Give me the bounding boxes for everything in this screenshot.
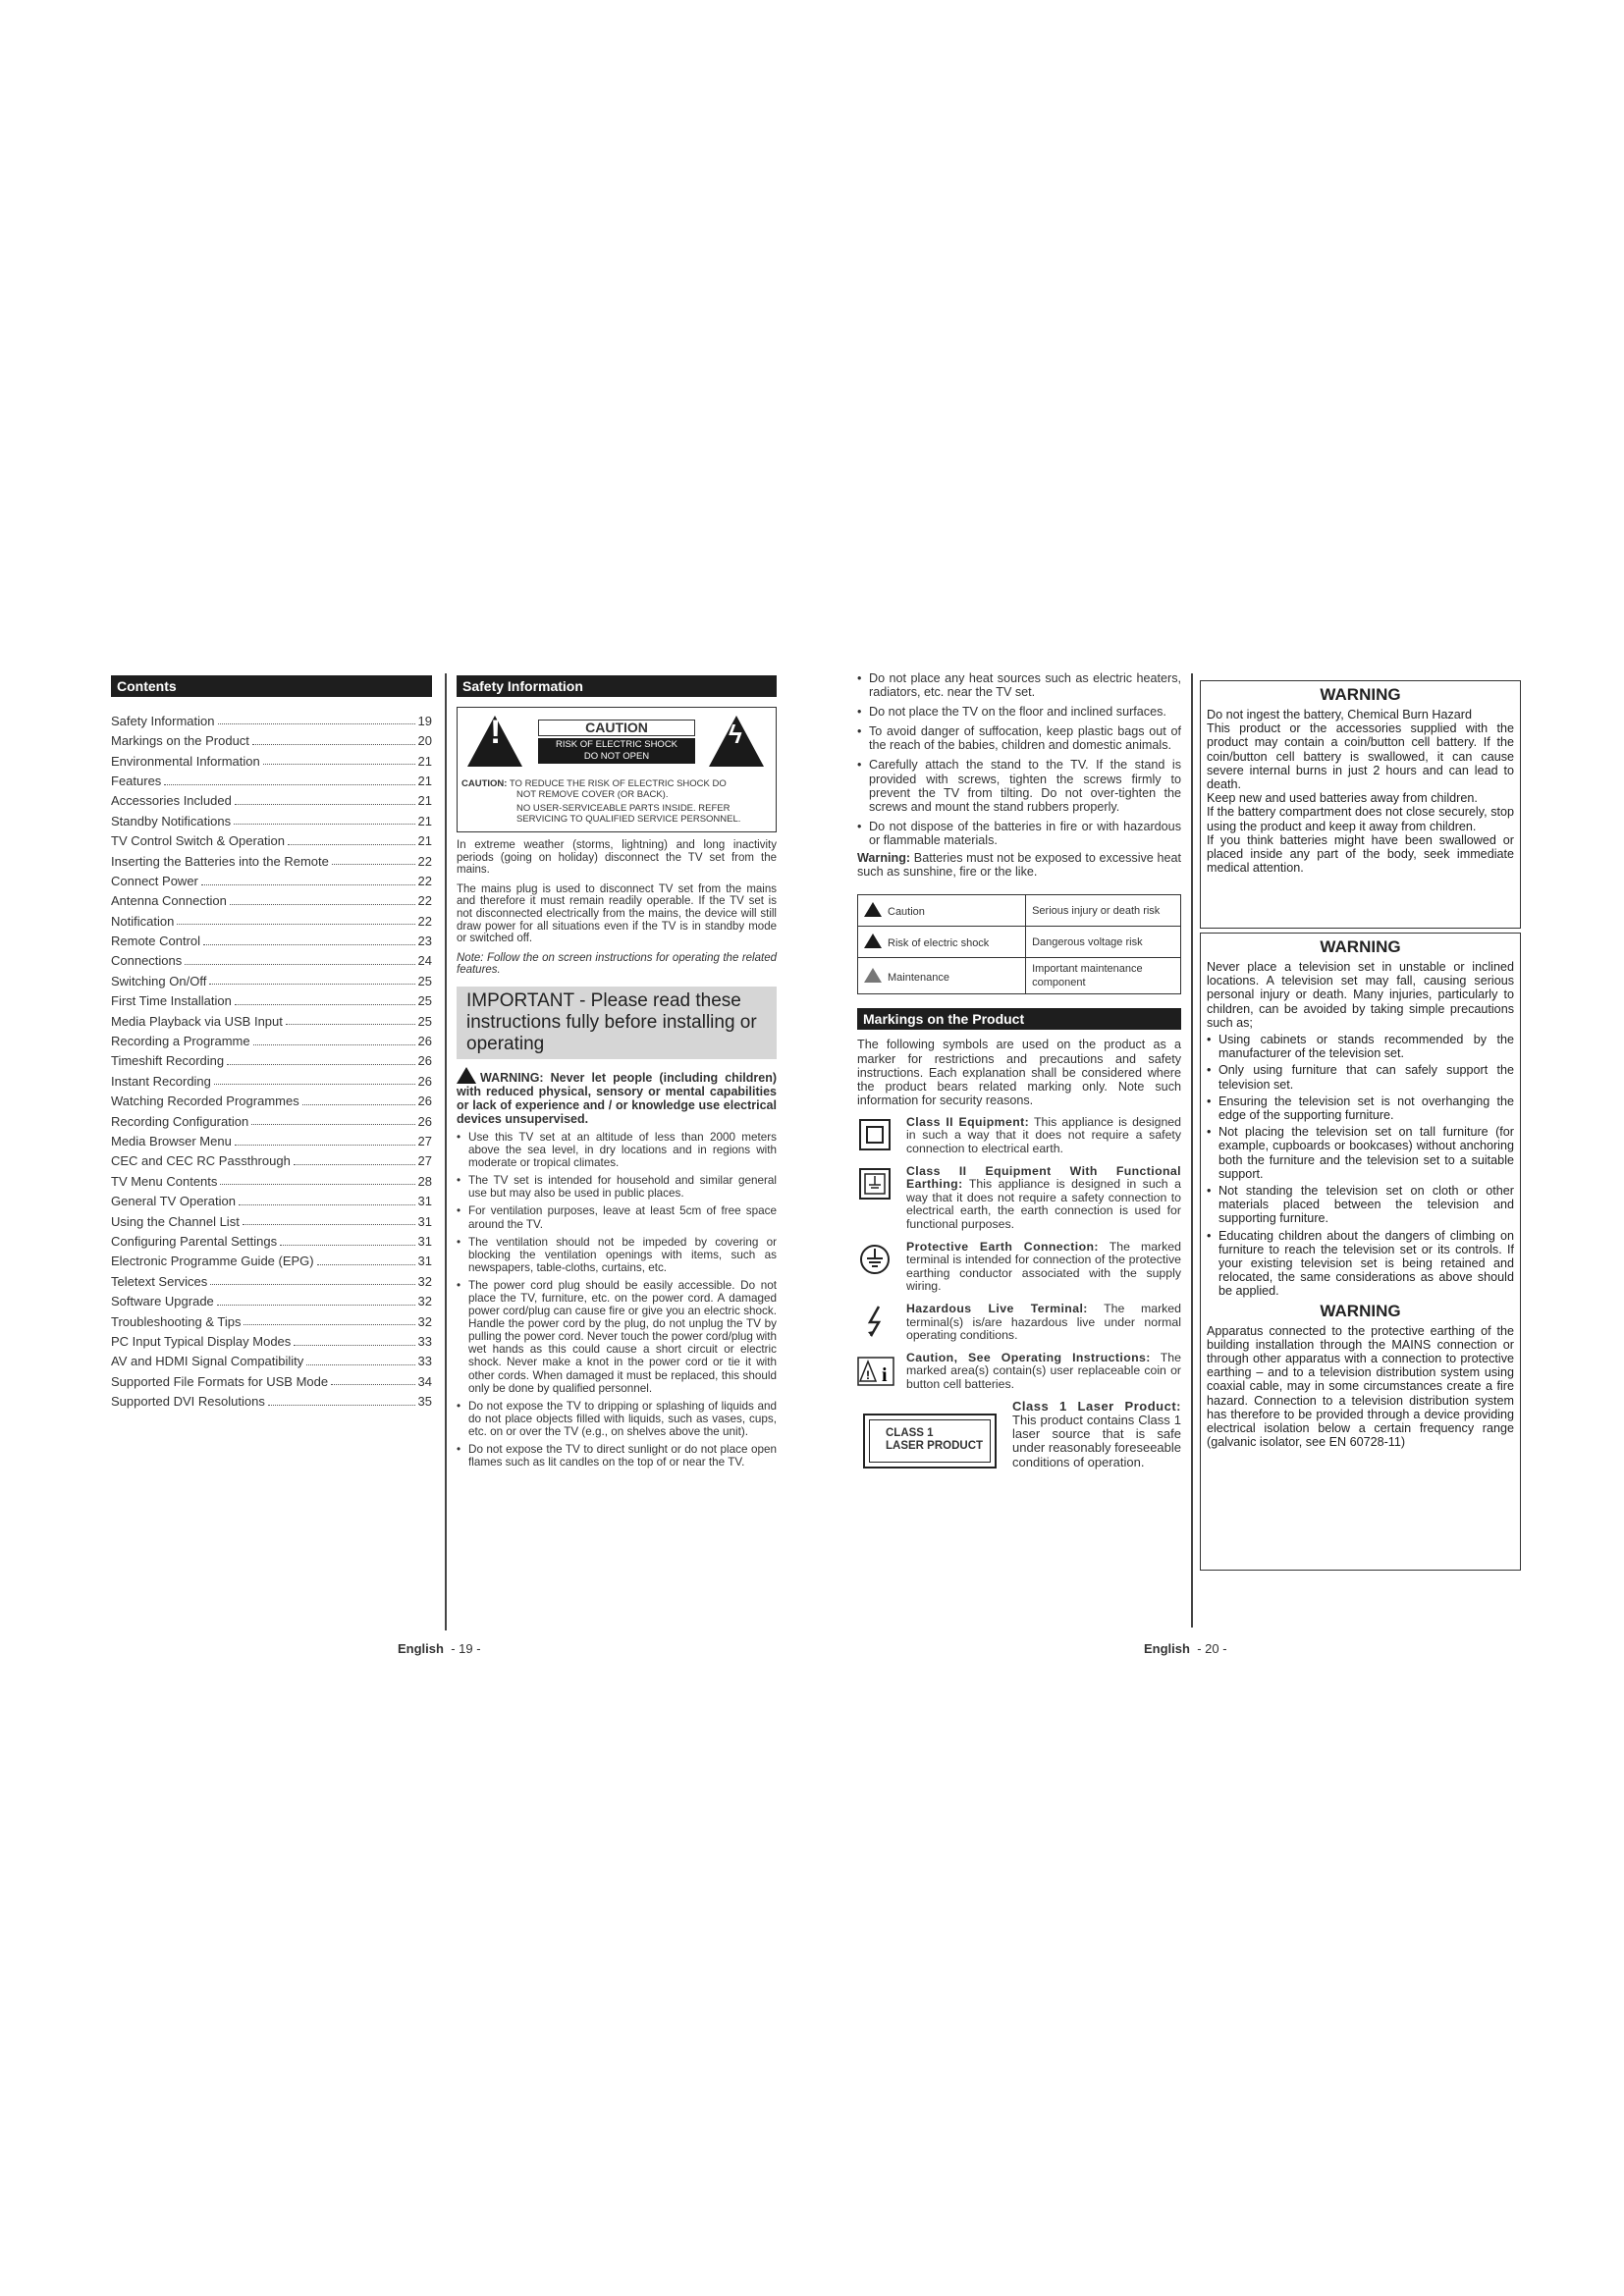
toc-leader (243, 1224, 415, 1225)
toc-entry-title: Standby Notifications (111, 813, 232, 828)
toc-leader (230, 904, 415, 905)
safety-bullet: • Do not expose the TV to direct sunlight or do not place open flames such as lit candles on the top of or near the TV. (457, 1443, 777, 1468)
toc-entry-page: 35 (417, 1394, 432, 1410)
toc-entry-page: 26 (417, 1113, 432, 1129)
toc-leader (280, 1245, 414, 1246)
toc-entry-page: 22 (417, 873, 432, 888)
toc-entry-title: Supported DVI Resolutions (111, 1394, 265, 1410)
toc-entry[interactable] (111, 1069, 432, 1089)
toc-entry-page: 31 (417, 1213, 432, 1229)
toc-leader (332, 864, 415, 865)
safety-heading: Safety Information (457, 675, 777, 697)
safety-bullet: • Do not place any heat sources such as electric heaters, radiators, etc. near the TV set. (857, 671, 1181, 699)
toc-leader (164, 784, 414, 785)
footer-language: English (1144, 1641, 1190, 1656)
toc-entry-title: Safety Information (111, 713, 215, 728)
laser-description: This product contains Class 1 laser source that is safe under reasonably foreseeable conditions of operation. (1012, 1412, 1182, 1469)
caution-line-1: TO REDUCE THE RISK OF ELECTRIC SHOCK DO (509, 778, 727, 789)
contents-heading: Contents (111, 675, 432, 697)
toc-entry-page: 24 (417, 953, 432, 969)
divider-right (1191, 673, 1193, 1628)
toc-leader (331, 1384, 414, 1385)
toc-entry-title: Media Browser Menu (111, 1134, 232, 1148)
weather-paragraph: In extreme weather (storms, lightning) and long inactivity periods (going on holiday) disconnect the TV set from the mains. (457, 839, 777, 877)
warning-paragraph (457, 1067, 777, 1126)
warning-box-battery (1200, 680, 1521, 929)
symbol-entry (857, 1303, 1181, 1343)
warning-line: If the battery compartment does not close securely, stop using the product and keep it away from children. (1207, 805, 1514, 833)
markings-heading: Markings on the Product (857, 1008, 1181, 1030)
toc-entry[interactable] (111, 909, 432, 929)
warning-box-title: WARNING (1320, 685, 1401, 704)
symbol-title: Class II Equipment With Functional Earthing: (906, 1163, 1181, 1192)
right-bullets (857, 671, 1181, 847)
laser-label (863, 1414, 997, 1468)
toc-leader (252, 744, 415, 745)
shock-triangle-icon (864, 937, 888, 949)
symbol-meaning: Important maintenance component (1026, 958, 1181, 994)
toc-leader (235, 804, 415, 805)
toc-entry[interactable] (111, 929, 432, 948)
symbol-title: Protective Earth Connection: (906, 1239, 1099, 1254)
caution-title: CAUTION (538, 720, 695, 736)
laser-text (1012, 1400, 1181, 1469)
caution-line-2: NOT REMOVE COVER (OR BACK). (516, 789, 669, 800)
toc-entry[interactable] (111, 1389, 432, 1409)
toc-entry-page: 22 (417, 913, 432, 929)
toc-entry-page: 21 (417, 753, 432, 769)
warning-line: Do not ingest the battery, Chemical Burn Hazard (1207, 708, 1472, 721)
toc-leader (214, 1084, 415, 1085)
toc-leader (220, 1184, 414, 1185)
symbol-title: Class II Equipment: (906, 1114, 1030, 1129)
toc-entry-page: 22 (417, 893, 432, 909)
symbol-name: Risk of electric shock (888, 937, 990, 950)
laser-title: Class 1 Laser Product: (1012, 1398, 1181, 1414)
toc-leader (217, 1305, 415, 1306)
footer-page-number: - 20 - (1197, 1641, 1227, 1656)
symbol-entry (857, 1165, 1181, 1232)
toc-entry-page: 32 (417, 1313, 432, 1329)
footer-page-number: - 19 - (451, 1641, 481, 1656)
toc-leader (235, 1004, 415, 1005)
toc-entry[interactable] (111, 849, 432, 869)
toc-entry-page: 21 (417, 833, 432, 849)
toc-leader (218, 723, 415, 724)
right-column-1 (857, 671, 1181, 1508)
toc-entry[interactable] (111, 869, 432, 888)
toc-leader (244, 1324, 414, 1325)
toc-leader (235, 1145, 415, 1146)
toc-entry-title: Connect Power (111, 873, 198, 888)
caution-label: CAUTION: (461, 778, 508, 789)
safety-bullet: • The TV set is intended for household and similar general use but may also be used in public places. (457, 1174, 777, 1200)
caution-text (461, 778, 772, 825)
toc-entry-title: Instant Recording (111, 1073, 211, 1089)
battery-warning (857, 851, 1181, 879)
toc-entry-page: 21 (417, 773, 432, 788)
caution-triangle-icon (864, 906, 888, 918)
toc-entry[interactable] (111, 1009, 432, 1029)
toc-entry[interactable] (111, 789, 432, 809)
symbol-title: Hazardous Live Terminal: (906, 1302, 1088, 1315)
laser-label-line-2: LASER PRODUCT (886, 1439, 984, 1452)
toc-entry-page: 31 (417, 1194, 432, 1209)
svg-text:!: ! (866, 1367, 870, 1382)
toc-entry-title: Accessories Included (111, 793, 232, 809)
toc-entry-title: Recording Configuration (111, 1113, 249, 1129)
toc-entry[interactable] (111, 1049, 432, 1069)
toc-entry[interactable] (111, 1289, 432, 1308)
toc-entry[interactable] (111, 709, 432, 728)
toc-leader (286, 1024, 415, 1025)
symbol-title: Caution, See Operating Instructions: (906, 1350, 1151, 1364)
hazardous-live-icon (857, 1305, 894, 1338)
safety-bullet: • For ventilation purposes, leave at least 5cm of free space around the TV. (457, 1204, 777, 1230)
warning-line: Keep new and used batteries away from children. (1207, 791, 1478, 806)
warning-triangle-icon: ! (467, 716, 522, 767)
stability-bullet: • Ensuring the television set is not overhanging the edge of the supporting furniture. (1207, 1095, 1514, 1122)
toc-entry-title: Watching Recorded Programmes (111, 1094, 299, 1109)
toc-entry[interactable] (111, 1269, 432, 1289)
symbol-description: This appliance is designed in such a way that it does not require a safety connection to electrical earth. (906, 1114, 1181, 1156)
toc-entry-title: Environmental Information (111, 753, 260, 769)
toc-entry-page: 34 (417, 1373, 432, 1389)
maintenance-triangle-icon (864, 972, 888, 984)
lightning-triangle-icon: ϟ (709, 716, 764, 767)
toc-leader (263, 764, 415, 765)
toc-entry[interactable] (111, 749, 432, 769)
toc-entry-page: 32 (417, 1273, 432, 1289)
safety-bullet: • Carefully attach the stand to the TV. If the stand is provided with screws, tighten the screws firmly to prevent the TV from tilting. Do not over-tighten the screws and mount the stand rubbers properly. (857, 758, 1181, 813)
toc-entry-title: Teletext Services (111, 1273, 208, 1289)
symbol-entry (857, 1241, 1181, 1294)
toc-leader (201, 884, 415, 885)
safety-bullet: • Do not dispose of the batteries in fire or with hazardous or flammable materials. (857, 820, 1181, 847)
safety-bullet: • The ventilation should not be impeded by covering or blocking the ventilation openings with items, such as newspapers, table-cloths, curtains, etc. (457, 1236, 777, 1274)
toc-entry[interactable] (111, 1129, 432, 1148)
toc-leader (203, 944, 414, 945)
toc-entry-title: Features (111, 773, 162, 788)
symbol-description: This appliance is designed in such a way that it does not require a safety connection to electrical earth, the earth connection is used for functional purposes. (906, 1177, 1181, 1232)
toc-entry[interactable] (111, 1189, 432, 1208)
symbol-table-row (858, 958, 1181, 994)
toc-leader (177, 924, 414, 925)
toc-entry-title: CEC and CEC RC Passthrough (111, 1153, 291, 1169)
safety-bullet: • Use this TV set at an altitude of less than 2000 meters above the sea level, in dry locations and in regions with moderate or tropical climates. (457, 1131, 777, 1169)
toc-entry[interactable] (111, 889, 432, 909)
risk-label (538, 738, 695, 764)
toc-entry[interactable] (111, 1329, 432, 1349)
protective-earth-icon (857, 1243, 894, 1276)
symbol-description: The marked terminal(s) is/are hazardous live under normal operating conditions. (906, 1302, 1181, 1343)
safety-bullet: • The power cord plug should be easily accessible. Do not place the TV, furniture, etc. on the power cord. A damaged power cord/plug can cause fire or give you an electric shock. Handle the power cord by the plug, do not unplug the TV by pulling the power cord. Never touch the power cord/plug with wet hands as this could cause a short circuit or electric shock. Never make a knot in the power cord or tie it with other cords. When damaged it must be replaced, this should only be done by qualified personnel. (457, 1279, 777, 1395)
stability-bullet: • Using cabinets or stands recommended by the manufacturer of the television set. (1207, 1033, 1514, 1060)
risk-line-2: DO NOT OPEN (583, 751, 650, 762)
toc-entry-page: 26 (417, 1053, 432, 1069)
toc-entry-page: 26 (417, 1073, 432, 1089)
stability-intro: Never place a television set in unstable or inclined locations. A television set may fall, causing serious personal injury or death. Many injuries, particularly to children, can be avoided by taking simple precautions such as; (1207, 960, 1514, 1030)
toc-entry[interactable] (111, 1350, 432, 1369)
toc-entry-page: 20 (417, 733, 432, 749)
toc-entry[interactable] (111, 1209, 432, 1229)
toc-entry[interactable] (111, 728, 432, 748)
toc-entry-page: 25 (417, 1013, 432, 1029)
toc-entry[interactable] (111, 809, 432, 828)
toc-entry-page: 27 (417, 1153, 432, 1169)
toc-entry[interactable] (111, 1229, 432, 1249)
divider (445, 673, 447, 1630)
mains-plug-paragraph: The mains plug is used to disconnect TV set from the mains and therefore it must remain readily operable. If the TV set is not disconnected electrically from the mains, the device will still draw power for all situations even if the TV is in standby mode or switched off. (457, 882, 777, 945)
toc-leader (268, 1405, 415, 1406)
symbol-description: The marked area(s) contain(s) user replaceable coin or button cell batteries. (906, 1350, 1181, 1391)
toc-entry[interactable] (111, 1250, 432, 1269)
toc-entry-title: Recording a Programme (111, 1034, 250, 1049)
risk-line-1: RISK OF ELECTRIC SHOCK (555, 739, 678, 750)
toc-entry-page: 21 (417, 793, 432, 809)
toc-entry[interactable] (111, 969, 432, 988)
toc-leader (294, 1164, 415, 1165)
markings-intro: The following symbols are used on the product as a marker for restrictions and precautions and safety instructions. Each explanation shall be considered where the product bears related marking only. Note such information for security reasons. (857, 1038, 1181, 1107)
toc-entry-title: AV and HDMI Signal Compatibility (111, 1354, 304, 1369)
toc-leader (234, 824, 414, 825)
caution-box (457, 707, 777, 832)
toc-entry-page: 19 (417, 713, 432, 728)
toc-entry-page: 25 (417, 993, 432, 1009)
toc-entry-page: 28 (417, 1173, 432, 1189)
warning-box-title: WARNING (1320, 1301, 1401, 1320)
toc-entry[interactable] (111, 988, 432, 1008)
battery-warning-label: Warning: (857, 851, 911, 866)
toc-entry-title: Supported File Formats for USB Mode (111, 1373, 329, 1389)
stability-bullet: • Educating children about the dangers of climbing on furniture to reach the television set or its controls. If your existing television set is being retained and relocated, the same considerations as above should be applied. (1207, 1229, 1514, 1299)
battery-warning-lines (1207, 708, 1514, 875)
caution-line-3: NO USER-SERVICEABLE PARTS INSIDE. REFER (516, 803, 731, 814)
toc-leader (302, 1104, 415, 1105)
symbol-meaning: Dangerous voltage risk (1026, 927, 1181, 958)
footer-right (1144, 1641, 1227, 1656)
toc-entry-page: 23 (417, 934, 432, 949)
toc-leader (251, 1124, 414, 1125)
toc-entry-title: First Time Installation (111, 993, 232, 1009)
stability-bullet: • Not placing the television set on tall furniture (for example, cupboards or bookcases) without anchoring both the furniture and the television set to a suitable support. (1207, 1125, 1514, 1181)
stability-bullet: • Not standing the television set on cloth or other materials placed between the television and supporting furniture. (1207, 1184, 1514, 1226)
toc-entry-title: Media Playback via USB Input (111, 1013, 283, 1029)
toc-entry-page: 33 (417, 1354, 432, 1369)
laser-label-line-1: CLASS 1 (886, 1426, 934, 1439)
toc-entry-title: Electronic Programme Guide (EPG) (111, 1254, 314, 1269)
symbol-entry (857, 1352, 1181, 1392)
warning-box-stability (1200, 933, 1521, 1571)
toc-entry-page: 25 (417, 973, 432, 988)
toc-leader (185, 964, 414, 965)
toc-leader (209, 984, 414, 985)
safety-bullet: • To avoid danger of suffocation, keep plastic bags out of the reach of the babies, children and domestic animals. (857, 724, 1181, 752)
important-banner: IMPORTANT - Please read these instructions fully before installing or operating (457, 987, 777, 1059)
table-of-contents (111, 709, 432, 1410)
stability-bullets (1207, 1033, 1514, 1299)
toc-entry[interactable] (111, 1169, 432, 1189)
toc-entry-title: TV Menu Contents (111, 1173, 218, 1189)
symbol-list (857, 1116, 1181, 1392)
toc-entry[interactable] (111, 1029, 432, 1048)
safety-bullet: • Do not expose the TV to dripping or splashing of liquids and do not place objects filled with liquids, such as vases, cups, etc. on or over the TV (e.g., on shelves above the unit). (457, 1400, 777, 1438)
toc-entry[interactable] (111, 769, 432, 788)
toc-entry-title: Antenna Connection (111, 893, 227, 909)
toc-entry[interactable] (111, 828, 432, 848)
toc-leader (227, 1064, 414, 1065)
toc-leader (306, 1364, 414, 1365)
toc-entry-title: Software Upgrade (111, 1294, 214, 1309)
toc-entry-page: 31 (417, 1233, 432, 1249)
laser-row (857, 1400, 1181, 1508)
toc-leader (253, 1044, 415, 1045)
earthing-text: Apparatus connected to the protective earthing of the building installation through the MAINS connection or through other apparatus with a connection to protective earthing – and to a television distribution system using coaxial cable, may in some circumstances create a fire hazard. Connection to a television distribution system has therefore to be provided through a device providing electrical isolation below a certain frequency range (galvanic isolator, see EN 60728-11) (1207, 1323, 1514, 1450)
battery-warning-text: Batteries must not be exposed to excessive heat such as sunshine, fire or the like. (857, 851, 1182, 880)
toc-entry[interactable] (111, 1309, 432, 1329)
toc-entry-title: TV Control Switch & Operation (111, 833, 286, 849)
toc-entry-page: 21 (417, 813, 432, 828)
toc-entry-title: Markings on the Product (111, 733, 249, 749)
symbol-table-row (858, 927, 1181, 958)
operating-instructions-icon (857, 1354, 894, 1387)
toc-entry[interactable] (111, 1149, 432, 1169)
safety-bullets (457, 1131, 777, 1468)
toc-leader (288, 844, 415, 845)
class-ii-functional-earth-icon (857, 1167, 894, 1201)
footer-language: English (398, 1641, 444, 1656)
toc-entry-page: 33 (417, 1333, 432, 1349)
toc-leader (239, 1204, 415, 1205)
symbol-table (857, 894, 1181, 994)
svg-text:i: i (882, 1363, 888, 1386)
warning-box-title: WARNING (1320, 937, 1401, 956)
class-ii-icon (857, 1118, 894, 1151)
toc-entry-title: Using the Channel List (111, 1213, 240, 1229)
toc-entry[interactable] (111, 1369, 432, 1389)
toc-entry-title: Timeshift Recording (111, 1053, 225, 1069)
toc-entry-title: Configuring Parental Settings (111, 1233, 278, 1249)
symbol-meaning: Serious injury or death risk (1026, 895, 1181, 927)
toc-entry-page: 31 (417, 1254, 432, 1269)
toc-entry-title: General TV Operation (111, 1194, 236, 1209)
toc-entry-title: Inserting the Batteries into the Remote (111, 853, 329, 869)
toc-entry-title: Remote Control (111, 934, 201, 949)
symbol-entry (857, 1116, 1181, 1156)
stability-bullet: • Only using furniture that can safely support the television set. (1207, 1063, 1514, 1091)
toc-entry-title: PC Input Typical Display Modes (111, 1333, 292, 1349)
warning-line: If you think batteries might have been swallowed or placed inside any part of the body, seek immediate medical attention. (1207, 832, 1514, 876)
toc-entry-page: 26 (417, 1094, 432, 1109)
note-paragraph: Note: Follow the on screen instructions for operating the related features. (457, 951, 777, 977)
safety-column (457, 675, 777, 1468)
toc-entry[interactable] (111, 1109, 432, 1129)
symbol-name: Caution (888, 906, 925, 919)
warning-small-triangle-icon (457, 1067, 476, 1084)
caution-line-4: SERVICING TO QUALIFIED SERVICE PERSONNEL. (516, 814, 741, 825)
toc-entry-page: 26 (417, 1034, 432, 1049)
symbol-table-row (858, 895, 1181, 927)
toc-entry-page: 22 (417, 853, 432, 869)
contents-column (111, 675, 432, 1410)
safety-bullet: • Do not place the TV on the floor and inclined surfaces. (857, 705, 1181, 719)
symbol-description: The marked terminal is intended for connection of the protective earthing conductor associated with the supply wiring. (906, 1239, 1181, 1294)
toc-entry[interactable] (111, 949, 432, 969)
toc-entry-title: Connections (111, 953, 183, 969)
toc-entry-title: Notification (111, 913, 175, 929)
symbol-name: Maintenance (888, 971, 949, 984)
toc-leader (317, 1264, 415, 1265)
toc-entry-page: 32 (417, 1294, 432, 1309)
toc-leader (210, 1284, 414, 1285)
toc-entry-title: Troubleshooting & Tips (111, 1313, 242, 1329)
toc-leader (294, 1345, 414, 1346)
warning-line: This product or the accessories supplied with the product may contain a coin/button cell battery. If the coin/button cell battery is swallowed, it can cause severe internal burns in just 2 hours and can lead to death. (1207, 721, 1514, 792)
toc-entry-page: 27 (417, 1134, 432, 1148)
toc-entry-title: Switching On/Off (111, 973, 207, 988)
footer-left (398, 1641, 481, 1656)
warning-text: WARNING: Never let people (including children) with reduced physical, sensory or mental capabilities or lack of experience and / or knowledge use electrical devices unsupervised. (457, 1070, 777, 1126)
toc-entry[interactable] (111, 1089, 432, 1108)
